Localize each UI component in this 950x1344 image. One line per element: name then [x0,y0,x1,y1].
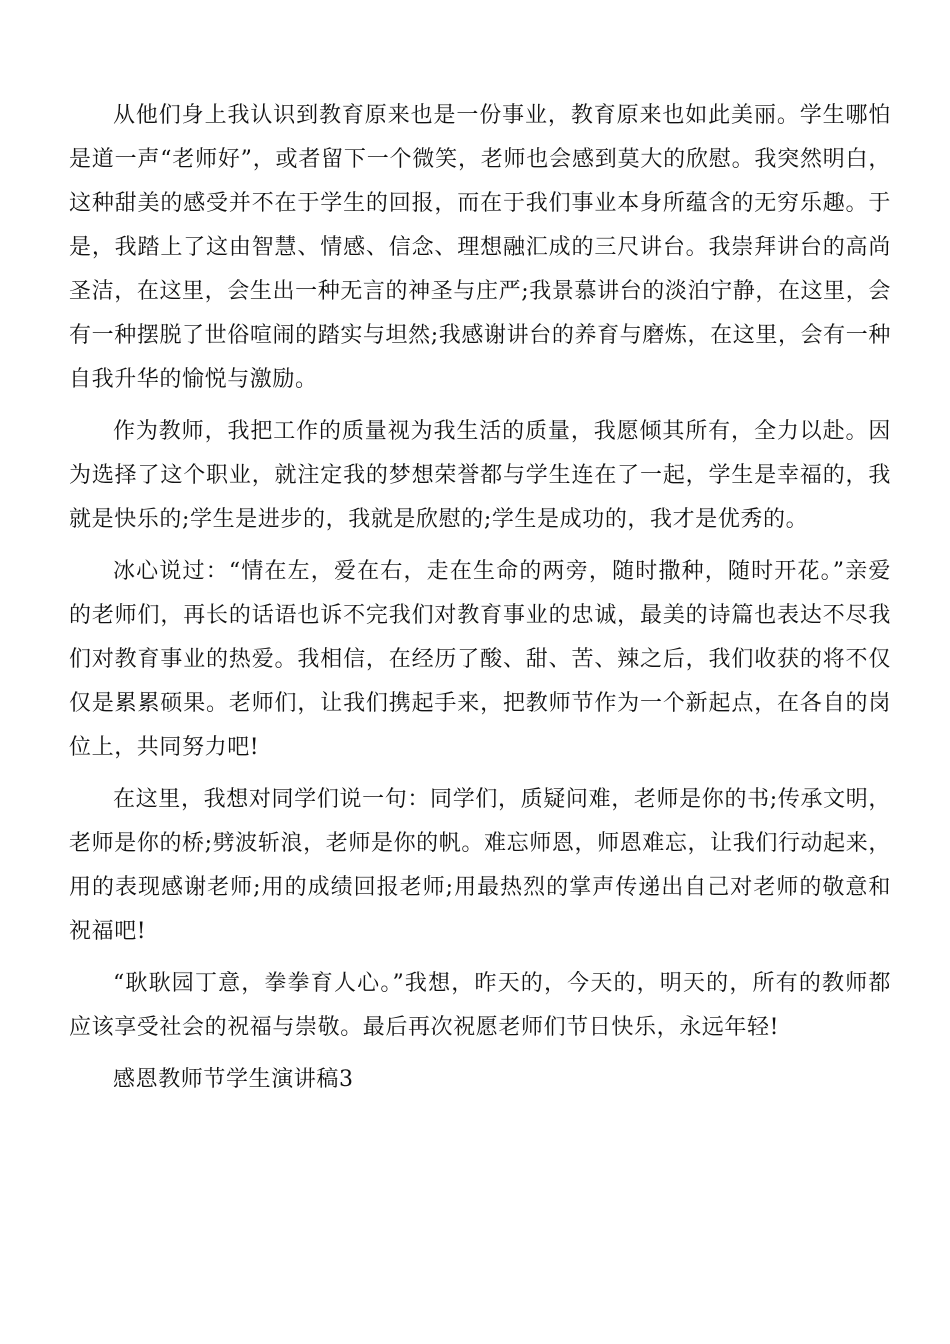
paragraph: 作为教师，我把工作的质量视为我生活的质量，我愿倾其所有，全力以赴。因为选择了这个职业，就注定我的梦想荣誉都与学生连在了一起，学生是幸福的，我就是快乐的;学生是进步的，我就是欣慰的;学生是成功的，我才是优秀的。 [69,419,891,532]
paragraph: 冰心说过：“情在左，爱在右，走在生命的两旁，随时撒种，随时开花。”亲爱的老师们，再长的话语也诉不完我们对教育事业的忠诚，最美的诗篇也表达不尽我们对教育事业的热爱。我相信，在经历了酸、甜、苦、辣之后，我们收获的将不仅仅是累累硕果。老师们，让我们携起手来，把教师节作为一个新起点，在各自的岗位上，共同努力吧! [69,559,891,760]
paragraph: 从他们身上我认识到教育原来也是一份事业，教育原来也如此美丽。学生哪怕是道一声“老师好”，或者留下一个微笑，老师也会感到莫大的欣慰。我突然明白，这种甜美的感受并不在于学生的回报，而在于我们事业本身所蕴含的无穷乐趣。于是，我踏上了这由智慧、情感、信念、理想融汇成的三尺讲台。我崇拜讲台的高尚圣洁，在这里，会生出一种无言的神圣与庄严;我景慕讲台的淡泊宁静，在这里，会有一种摆脱了世俗喧闹的踏实与坦然;我感谢讲台的养育与磨炼，在这里，会有一种自我升华的愉悦与激励。 [69,103,891,392]
paragraph: “耿耿园丁意，拳拳育人心。”我想，昨天的，今天的，明天的，所有的教师都应该享受社会的祝福与崇敬。最后再次祝愿老师们节日快乐，永远年轻! [69,971,891,1040]
section-heading: 感恩教师节学生演讲稿3 [113,1067,354,1092]
paragraph: 在这里，我想对同学们说一句：同学们，质疑问难，老师是你的书;传承文明，老师是你的桥;劈波斩浪，老师是你的帆。难忘师恩，师恩难忘，让我们行动起来，用的表现感谢老师;用的成绩回报老师;用最热烈的掌声传递出自己对老师的敬意和祝福吧! [69,787,891,944]
document-body [69,94,891,1102]
